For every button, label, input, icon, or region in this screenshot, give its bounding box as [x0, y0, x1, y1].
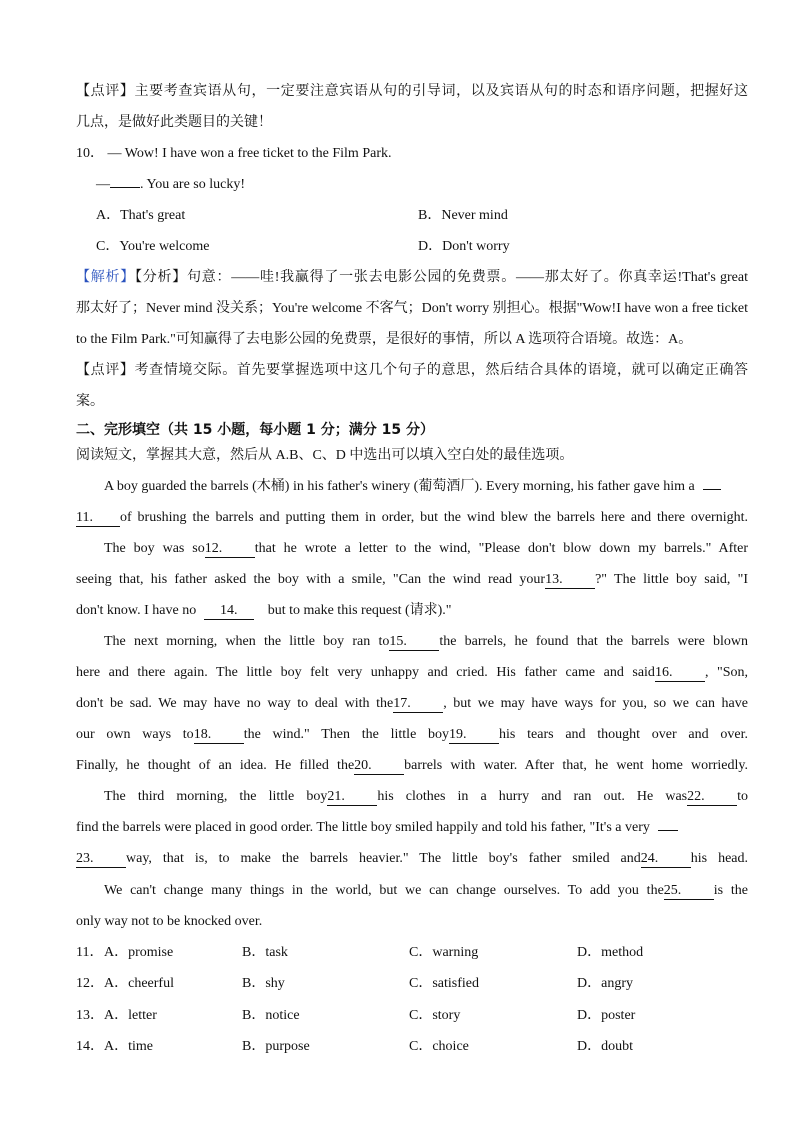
option-b [418, 206, 508, 226]
passage-text: the barrels, he found that the barrels were blown [439, 634, 748, 649]
blank-12: 12. [205, 541, 255, 558]
blank-15: 15. [389, 634, 439, 651]
question-10-reply [96, 175, 768, 195]
passage-line [76, 508, 748, 528]
blank-14: 14. [204, 603, 254, 620]
review-line: 【点评】考查情境交际。首先要掌握选项中这几个句子的意思，然后结合具体的语境，就可以确定正确答 [76, 363, 748, 378]
blank-18: 18. [194, 727, 244, 744]
passage-text: ?" The little boy said, "I [595, 572, 748, 587]
blank-23: 23. [76, 851, 126, 868]
section-heading: 二、完形填空（共 15 小题，每小题 1 分；满分 15 分） [76, 422, 434, 438]
option-b: B．purpose [242, 1039, 310, 1054]
passage-line [76, 725, 748, 745]
passage-line [76, 849, 748, 869]
analysis-line [76, 268, 748, 288]
option-letter: B． [418, 208, 442, 223]
option-c [96, 237, 209, 257]
blank-24: 24. [641, 851, 691, 868]
dash: — [96, 177, 110, 192]
section-instruction: 阅读短文，掌握其大意，然后从 A.B、C、D 中选出可以填入空白处的最佳选项。 [76, 448, 574, 463]
blank-13: 13. [545, 572, 595, 589]
reply-text: . You are so lucky! [140, 177, 245, 192]
option-a: A．promise [104, 945, 174, 960]
passage-text: way, that is, to make the barrels heavier." The little boy's father smiled and [126, 851, 641, 866]
passage-line [104, 632, 748, 652]
option-letter: C． [96, 239, 120, 254]
option-c: C．story [409, 1008, 461, 1023]
blank-16: 16. [655, 665, 705, 682]
question-10-stem: 10． — Wow! I have won a free ticket to the Film Park. [76, 146, 392, 161]
option-letter: D． [418, 239, 443, 254]
passage-line [76, 756, 748, 776]
passage-line [76, 601, 748, 621]
blank-20: 20. [354, 758, 404, 775]
option-a [96, 206, 185, 226]
option-b: B．task [242, 945, 288, 960]
option-d [418, 237, 510, 257]
passage-text: Finally, he thought of an idea. He filled the [76, 758, 355, 773]
passage-text: the wind." Then the little boy [243, 727, 450, 742]
option-letter: A． [96, 208, 121, 223]
option-a: A．letter [104, 1008, 157, 1023]
passage-text: A boy guarded the barrels (木桶) in his father's winery (葡萄酒厂). Every morning, his father gave him a [104, 479, 695, 494]
analysis-line: 那太好了；Never mind 没关系；You're welcome 不客气；Don't worry 别担心。根据"Wow!I have won a free ticket [76, 301, 748, 316]
option-c: C．warning [409, 945, 479, 960]
question-number: 11． [76, 945, 104, 960]
passage-text: The boy was so [104, 541, 205, 556]
option-d: D．doubt [577, 1039, 633, 1054]
option-text: You're welcome [119, 239, 210, 254]
blank-21: 21. [327, 789, 377, 806]
review-line: 【点评】主要考查宾语从句，一定要注意宾语从句的引导词，以及宾语从句的时态和语序问题，把握好这 [76, 84, 748, 99]
passage-text: that he wrote a letter to the wind, "Please don't blow down my barrels." After [254, 541, 748, 556]
passage-line [104, 881, 748, 901]
passage-line [104, 787, 748, 807]
passage-text: , "Son, [704, 665, 748, 680]
analysis-line: to the Film Park."可知赢得了去电影公园的免费票，是很好的事情，所以 A 选项符合语境。故选：A。 [76, 332, 693, 347]
option-d: D．angry [577, 976, 633, 991]
passage-line [104, 477, 748, 497]
option-c: C．satisfied [409, 976, 479, 991]
passage-text: here and there again. The little boy felt very unhappy and cried. His father came and said [76, 665, 655, 680]
passage-text: , but we may have ways for you, so we can have [443, 696, 748, 711]
passage-text: barrels with water. After that, he went home worriedly. [404, 758, 748, 773]
passage-line [76, 694, 748, 714]
blank-23-start [658, 830, 678, 831]
option-a: A．time [104, 1039, 153, 1054]
passage-text: don't know. I have no [76, 603, 197, 618]
passage-text: The third morning, the little boy [104, 789, 328, 804]
option-b: B．shy [242, 976, 285, 991]
review-line: 案。 [76, 394, 104, 409]
blank-17: 17. [393, 696, 443, 713]
option-d: D．method [577, 945, 644, 960]
question-number: 12． [76, 976, 104, 991]
answer-blank [110, 187, 140, 188]
blank-11-start [703, 489, 721, 490]
passage-text: We can't change many things in the world, but we can change ourselves. To add you the [104, 883, 664, 898]
passage-line [76, 570, 748, 590]
option-text: That's great [120, 208, 186, 223]
passage-text: his tears and thought over and over. [499, 727, 748, 742]
option-a: A．cheerful [104, 976, 174, 991]
question-number: 13． [76, 1008, 104, 1023]
blank-22: 22. [687, 789, 737, 806]
passage-line [76, 818, 748, 838]
passage-text: of brushing the barrels and putting them in order, but the wind blew the barrels here and there overnight. [120, 510, 748, 525]
analysis-text: 【分析】句意：——哇!我赢得了一张去电影公园的免费票。——那太好了。你真幸运!That's great [134, 270, 748, 285]
passage-line: only way not to be knocked over. [76, 914, 263, 929]
passage-text: is the [713, 883, 748, 898]
analysis-tag: 【解析】 [76, 270, 135, 285]
option-b: B．notice [242, 1008, 300, 1023]
blank-25: 25. [664, 883, 714, 900]
passage-text: find the barrels were placed in good order. The little boy smiled happily and told his father, "It's a very [76, 820, 650, 835]
passage-text: but to make this request (请求)." [267, 603, 452, 618]
option-c: C．choice [409, 1039, 469, 1054]
option-text: Never mind [441, 208, 508, 223]
option-d: D．poster [577, 1008, 636, 1023]
passage-text: to [737, 789, 748, 804]
passage-text: seeing that, his father asked the boy with a smile, "Can the wind read your [76, 572, 546, 587]
passage-text: don't be sad. We may have no way to deal with the [76, 696, 394, 711]
passage-line [104, 539, 748, 559]
passage-text: The next morning, when the little boy ran to [104, 634, 390, 649]
passage-text: his clothes in a hurry and ran out. He was [377, 789, 688, 804]
passage-line [76, 663, 748, 683]
option-text: Don't worry [442, 239, 510, 254]
blank-11: 11. [76, 510, 120, 527]
passage-text: our own ways to [76, 727, 194, 742]
passage-text: his head. [690, 851, 749, 866]
blank-19: 19. [449, 727, 499, 744]
review-line: 几点，是做好此类题目的关键！ [76, 115, 272, 130]
question-number: 14． [76, 1039, 104, 1054]
